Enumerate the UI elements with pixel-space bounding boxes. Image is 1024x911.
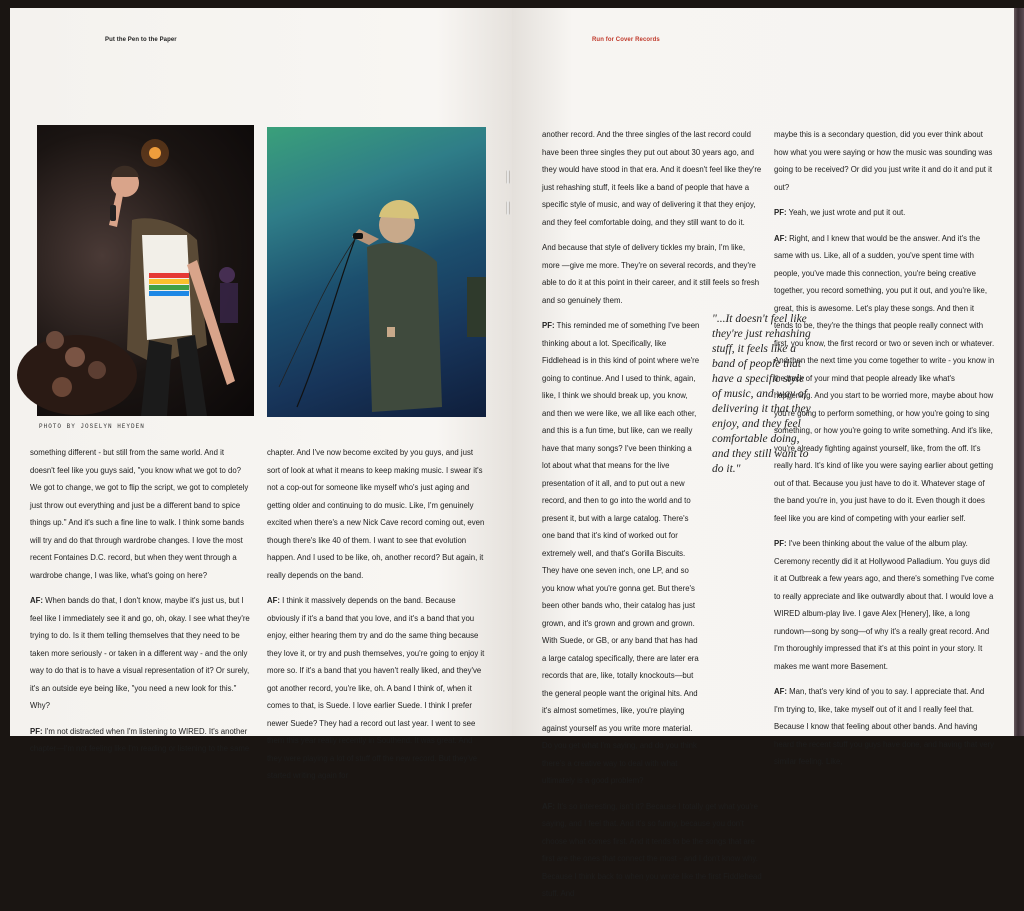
paragraph-text: I'm not distracted when I'm listening to WIRED. It's another chapter—I'm not feeling like I'm reading or listening to the same [30,726,250,753]
speaker-label: AF: [267,596,280,605]
paragraph [30,592,250,715]
paragraph: something different - but still from the same world. And it doesn't feel like you guys said, "you know what we got to do? We got to change, we got to flip the script, we got to completely just throw out everything and just be a different band to spice things up." And it's such a fine line to walk. I think some bands will try and do that through wardrobe changes. I love the most recent Fontaines D.C. record, but when they went through a wardrobe change, I was like, what's going on here? [30,448,249,580]
binding-staple-top [506,170,510,184]
paragraph [30,723,250,758]
paragraph [774,535,995,675]
paragraph: And because that style of delivery tickles my brain, I'm like, more —give me more. They're on several records, and they're able to do it at this point in their career, and it still feels so fresh and so genuinely them. [542,243,760,305]
paragraph [774,204,995,222]
text-column-3 [542,126,762,911]
paragraph: chapter. And I've now become excited by you guys, and just sort of look at what it means to keep making music. I swear it's not a cop-out for someone like myself who's just aging and getting older and continuing to do music. Like, I'm genuinely excited when there's a new Nick Cave record coming out, even though there's like 40 of them. I want to see that evolution happen. And I used to be like, oh, another record? But again, it really depends on the band. [267,448,485,580]
speaker-label: PF: [774,208,787,217]
paragraph-text: Yeah, we just wrote and put it out. [786,208,906,217]
paragraph-text: Man, that's very kind of you to say. I appreciate that. And I'm trying to, like, take myself out of it and I really feel that. Because I know that feeling about other bands. And having heard the recent stuff you guys have done, and having that very similar feeling. Like, [774,687,995,766]
photo-credit: PHOTO BY JOSELYN HEYDEN [39,423,145,430]
paragraph [267,592,488,785]
photo-singer-white-shirt [37,125,254,416]
speaker-label: AF: [774,687,787,696]
paragraph-text: When bands do that, I don't know, maybe it's just us, but I feel like I immediately see it and go, oh, okay. I see what they're trying to do. Is it them telling themselves that they need to be taken more seriously - or taken in a different way - and the only way to do that is to have a visual representation of it? Or surely, it's an outside eye being like, "you need a new look for this." Why? [30,596,250,710]
right-page [512,8,1014,898]
paragraph-text: This reminded me of something I've been thinking about a lot. Specifically, like Fiddlehead is in this kind of point where we're going to continue. And I used to think, again, like, I think we should break up, you know, and then we were like, we all like each other, and this is a fun time, but like, can we really have that many songs? I've been thinking a lot about what that means for the live presentation of it all, and to put out a new record, and then to go into the world and to present it, but with a large catalog. There's one band that it's kind of worked out for extremely well, and that's Gorilla Biscuits. They have one seven inch, one LP, and so you know what you're gonna get. But there's been other bands who, their catalog has just grown, and it's grown and grown and grown. With Suede, or GB, or any band that has had a large catalog specifically, there are later era records that are, like, totally knockouts—but the general people want the original hits. And it's almost sometimes, like, you're playing against yourself as you write more material. Do you get what I'm saying, and do you think there's a creative way to deal with what ultimately is a good problem? [542,321,700,785]
speaker-label: PF: [774,539,787,548]
running-head-right: Run for Cover Records [592,37,660,43]
speaker-label: AF: [542,801,555,811]
binding-staple-bottom [506,201,510,215]
photo-1-illustration [37,125,254,416]
photo-2-illustration [267,127,486,417]
speaker-label: PF: [30,726,43,736]
photo-singer-teal-backdrop [267,127,486,417]
paragraph-text: Right, and I knew that would be the answer. And it's the same with us. Like, all of a sudden, you've spent time with people, you've made this connection, you're being creative together, you record something, you put it out, and you're like, great, this is awesome. Let's play these songs. And then it tends to be, they're the things that people really connect with first, you know, the first record or two or seven inch or whatever. And then the next time you come together to write - you know in the back of your mind that people already like what's happening. And you start to be worried more, maybe about how you're going to perform something, or how you're going to sing something, or how you're going to write something. And it's like, you're already fighting against yourself, like, from the off. It's really hard. It's kind of like you were saying earlier about getting out of that. Because you just have to do it. Whatever stage of the band you're in, you just have to do it. Even though it does feel like you are kind of competing with your earlier self. [774,233,995,523]
speaker-label: AF: [30,596,43,605]
paragraph-text: I've been thinking about the value of the album play. Ceremony recently did it at Hollywood Palladium. You guys did it at Outbreak a few years ago, and there's something I've come to really appreciate and like outwardly about that. I would love a WIRED album-play live. I gave Alex [Henery], like, a long rundown—song by song—of why it's a really great record. And I'm thoroughly impressed that it's at this point in your story. It makes me want more Basement. [774,539,995,671]
paragraph: maybe this is a secondary question, did you ever think about how what you were saying or how the music was sounding was going to be received? Or did you just write it and do it and put it out? [774,130,993,192]
paragraph: another record. And the three singles of the last record could have been three singles they put out about 30 years ago, and they would have stood in that era. And it doesn't feel like they're just rehashing stuff, it feels like a band of people that have a specific style of music, and way of delivering it that they enjoy, and they feel comfortable doing, and they still want to do it. [542,130,762,227]
speaker-label: AF: [774,233,787,243]
paragraph-text: I think it massively depends on the band. Because obviously if it's a band that you love, and it's a band that you enjoy, either hearing them try and do the same thing because they love it, or try and push themselves, you're going to enjoy it more so. If it's a band that you haven't really liked, and they've got another record, you're like, oh. A band I think of, when it comes to that, is Suede. I love earlier Suede. I think I prefer newer Suede? They had a record out last year. I went to see them this year really recently in Southend. It was great. And they were playing a lot of stuff off the new record. But they've started writing again for [267,596,485,780]
paragraph-text: It's so interesting, isn't it? Because I totally get what you're saying, and I feel that. And it's so funny, because you don't choose what comes first. And it tends to be the songs that are first are the ones that connect the most - and I don't know why. Because I think back to when you wrote like the first Fiddlehead stuff. And [542,801,762,898]
paragraph [542,317,702,790]
speaker-label: PF: [542,321,555,330]
paragraph [542,798,762,903]
left-page [10,8,512,780]
pull-quote: "...It doesn't feel like they're just rehashing stuff, it feels like a band of people that have a specific style of music, and way of delivering it that they enjoy, and they feel comfortable doing, and they still want to do it." [712,313,811,475]
magazine-spread [10,8,1014,898]
running-head-left: Put the Pen to the Paper [105,37,177,43]
text-column-2 [267,444,488,793]
paragraph [774,683,995,771]
text-column-1 [30,444,250,766]
